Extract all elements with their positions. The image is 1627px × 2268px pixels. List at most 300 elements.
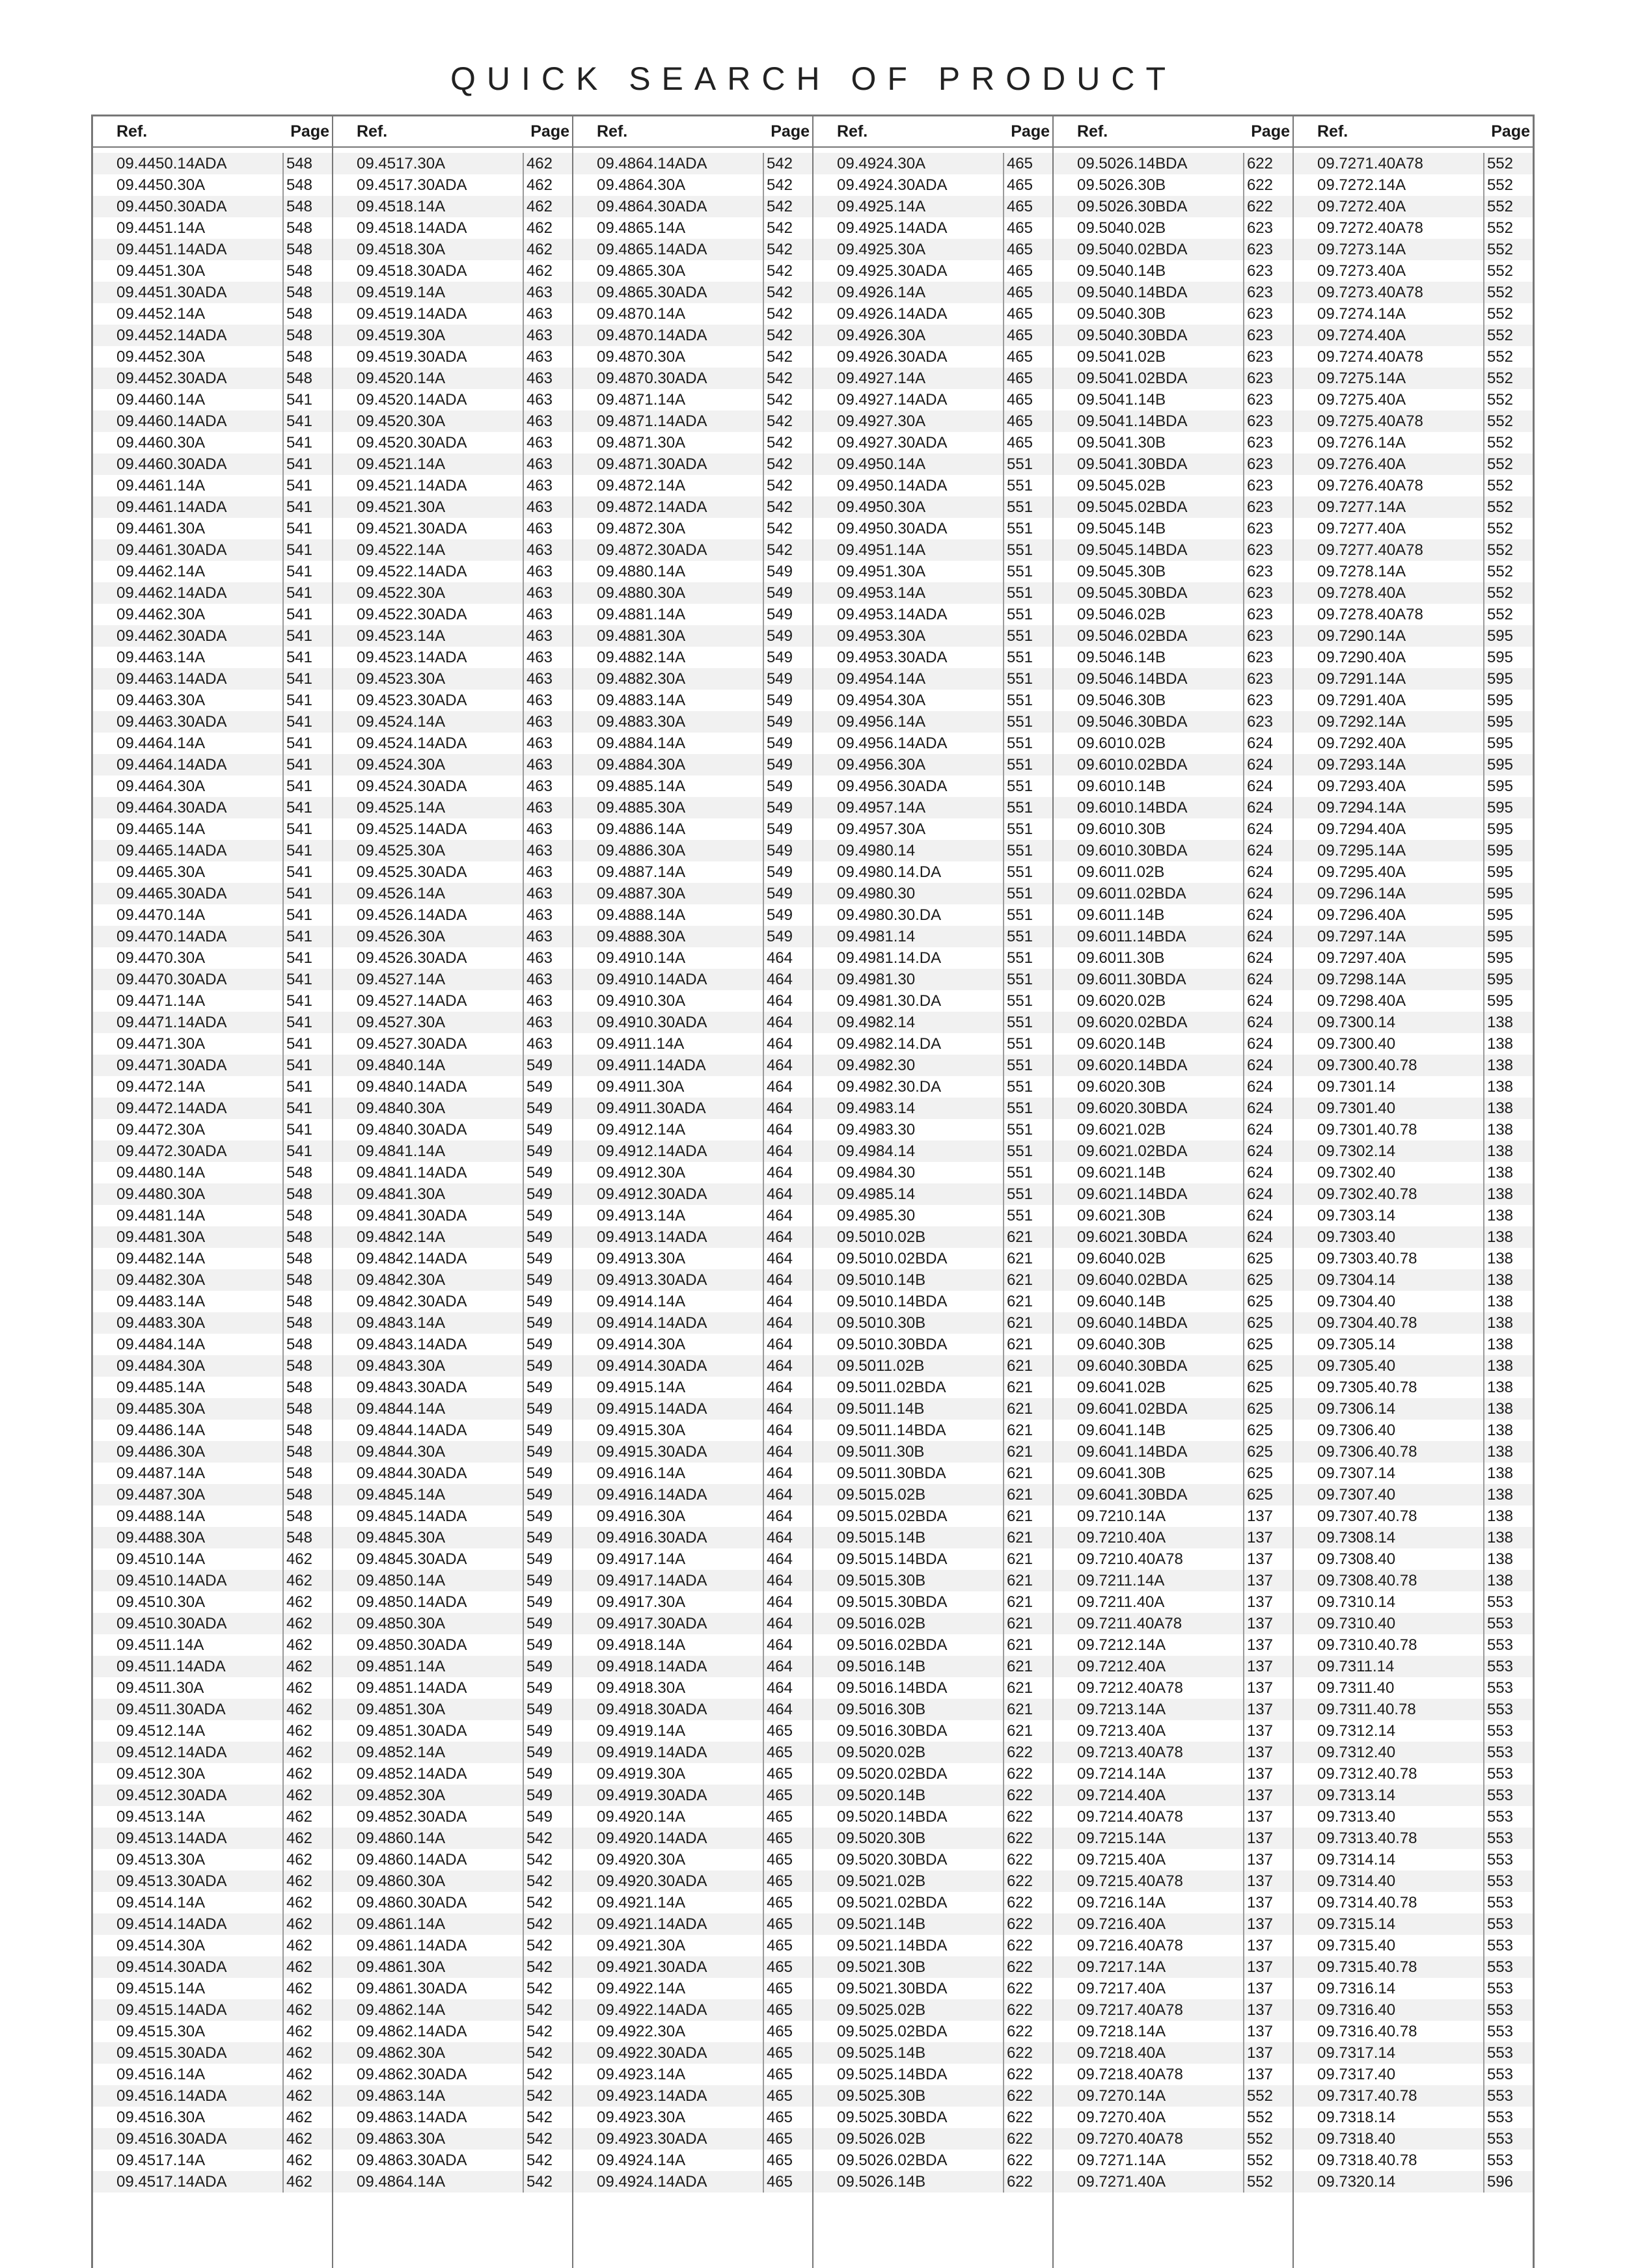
ref-cell: 09.4957.14A <box>837 798 926 817</box>
ref-cell: 09.7270.14A <box>1077 2086 1166 2105</box>
ref-cell: 09.7311.14 <box>1317 1657 1395 1675</box>
ref-cell: 09.7215.40A <box>1077 1850 1166 1869</box>
table-row <box>1054 1055 1292 1076</box>
page-cell: 551 <box>1003 582 1052 604</box>
page-cell: 551 <box>1003 733 1052 754</box>
page-cell: 542 <box>523 2171 572 2193</box>
table-row <box>573 776 812 797</box>
ref-cell: 09.6040.02B <box>1077 1249 1166 1267</box>
ref-cell: 09.4860.30ADA <box>357 1893 467 1911</box>
table-row <box>814 1441 1052 1463</box>
table-row <box>93 239 332 260</box>
page-header: Page <box>771 122 810 141</box>
table-row <box>573 282 812 303</box>
table-row <box>93 2171 332 2193</box>
table-row <box>333 432 572 453</box>
page-cell: 551 <box>1003 625 1052 647</box>
ref-cell: 09.4919.14ADA <box>597 1743 707 1761</box>
ref-cell: 09.4519.14A <box>357 283 446 301</box>
table-row <box>333 1291 572 1312</box>
ref-cell: 09.4450.14ADA <box>116 154 227 172</box>
table-row <box>333 969 572 990</box>
table-row <box>1054 625 1292 647</box>
ref-cell: 09.4523.14A <box>357 627 446 645</box>
ref-cell: 09.4865.30A <box>597 262 686 280</box>
ref-cell: 09.5041.30B <box>1077 433 1166 452</box>
ref-cell: 09.7307.40.78 <box>1317 1507 1417 1525</box>
ref-cell: 09.7305.40 <box>1317 1357 1396 1375</box>
page-cell: 541 <box>282 883 332 904</box>
table-row <box>1294 1312 1533 1334</box>
table-row <box>333 1870 572 1892</box>
page-cell: 462 <box>523 260 572 282</box>
table-row <box>1054 303 1292 325</box>
page-cell: 624 <box>1243 1098 1292 1119</box>
ref-header: Ref. <box>357 122 388 141</box>
ref-cell: 09.4484.30A <box>116 1357 206 1375</box>
table-row <box>93 776 332 797</box>
table-row <box>1294 1441 1533 1463</box>
page-cell: 552 <box>1483 496 1533 518</box>
ref-cell: 09.4513.14ADA <box>116 1829 227 1847</box>
ref-cell: 09.6011.30B <box>1077 949 1165 967</box>
ref-cell: 09.5016.02B <box>837 1614 926 1632</box>
page-cell: 138 <box>1483 1183 1533 1205</box>
ref-cell: 09.5010.30B <box>837 1314 926 1332</box>
ref-cell: 09.6041.02BDA <box>1077 1399 1188 1418</box>
table-row <box>814 196 1052 217</box>
ref-cell: 09.7272.40A <box>1317 197 1406 215</box>
page-cell: 623 <box>1243 260 1292 282</box>
page-cell: 621 <box>1003 1484 1052 1505</box>
table-row <box>333 818 572 840</box>
ref-cell: 09.4471.14ADA <box>116 1013 227 1031</box>
ref-cell: 09.4880.14A <box>597 562 686 580</box>
ref-cell: 09.4510.14A <box>116 1550 206 1568</box>
page-cell: 137 <box>1243 1742 1292 1763</box>
page-cell: 553 <box>1483 1677 1533 1699</box>
page-cell: 553 <box>1483 1634 1533 1656</box>
table-row <box>573 690 812 711</box>
page-cell: 624 <box>1243 947 1292 969</box>
table-row <box>1294 389 1533 411</box>
ref-cell: 09.5040.30BDA <box>1077 326 1188 344</box>
ref-cell: 09.4954.14A <box>837 669 926 688</box>
ref-cell: 09.6040.30B <box>1077 1335 1166 1353</box>
ref-cell: 09.4844.30ADA <box>357 1464 467 1482</box>
table-row <box>93 1870 332 1892</box>
page-cell: 623 <box>1243 346 1292 368</box>
table-row <box>1294 1742 1533 1763</box>
table-row <box>1294 1935 1533 1956</box>
page-cell: 462 <box>282 1806 332 1828</box>
page-cell: 553 <box>1483 2021 1533 2042</box>
table-row <box>573 518 812 539</box>
page-cell: 464 <box>763 1398 812 1420</box>
table-row <box>1054 282 1292 303</box>
ref-cell: 09.4915.30ADA <box>597 1442 707 1461</box>
table-row <box>573 926 812 947</box>
table-row <box>573 797 812 818</box>
ref-cell: 09.5041.30BDA <box>1077 455 1188 473</box>
page-cell: 622 <box>1003 1828 1052 1849</box>
page-cell: 551 <box>1003 797 1052 818</box>
page-cell: 624 <box>1243 1205 1292 1226</box>
page-cell: 622 <box>1003 1956 1052 1978</box>
page-cell: 623 <box>1243 282 1292 303</box>
page-cell: 552 <box>1483 282 1533 303</box>
table-row <box>573 1055 812 1076</box>
table-row <box>1294 518 1533 539</box>
table-row <box>333 1441 572 1463</box>
ref-cell: 09.5025.30B <box>837 2086 926 2105</box>
table-row <box>814 1935 1052 1956</box>
table-row <box>1054 1699 1292 1720</box>
table-row <box>93 1226 332 1248</box>
page-cell: 621 <box>1003 1355 1052 1377</box>
page-cell: 465 <box>763 1913 812 1935</box>
ref-cell: 09.5040.14B <box>1077 262 1166 280</box>
ref-cell: 09.4880.30A <box>597 584 686 602</box>
table-row <box>93 1956 332 1978</box>
ref-cell: 09.4916.30A <box>597 1507 686 1525</box>
table-row <box>1054 840 1292 861</box>
page-cell: 465 <box>1003 196 1052 217</box>
table-row <box>333 840 572 861</box>
ref-cell: 09.4461.30A <box>116 519 206 537</box>
ref-cell: 09.4523.30A <box>357 669 446 688</box>
table-row <box>814 453 1052 475</box>
page-cell: 549 <box>763 561 812 582</box>
ref-cell: 09.4460.30A <box>116 433 206 452</box>
table-row <box>93 1849 332 1870</box>
ref-cell: 09.7216.40A78 <box>1077 1936 1183 1954</box>
table-row <box>93 1334 332 1355</box>
ref-cell: 09.7272.40A78 <box>1317 219 1423 237</box>
table-row <box>333 1956 572 1978</box>
page-cell: 463 <box>523 926 572 947</box>
ref-cell: 09.7304.14 <box>1317 1271 1396 1289</box>
ref-cell: 09.7313.40.78 <box>1317 1829 1417 1847</box>
page-cell: 137 <box>1243 1570 1292 1591</box>
page-cell: 541 <box>282 1055 332 1076</box>
page-cell: 549 <box>763 883 812 904</box>
table-row <box>1294 1505 1533 1527</box>
table-row <box>814 1828 1052 1849</box>
table-row <box>814 1162 1052 1183</box>
table-row <box>573 1870 812 1892</box>
page-cell: 622 <box>1003 1935 1052 1956</box>
table-row <box>814 2042 1052 2064</box>
column-header <box>93 116 332 148</box>
table-row <box>1294 2107 1533 2128</box>
table-row <box>1054 668 1292 690</box>
page-cell: 462 <box>282 1699 332 1720</box>
ref-cell: 09.4518.14ADA <box>357 219 467 237</box>
ref-cell: 09.4464.14A <box>116 734 206 752</box>
table-row <box>814 1742 1052 1763</box>
page-cell: 137 <box>1243 2064 1292 2085</box>
ref-cell: 09.7216.14A <box>1077 1893 1166 1911</box>
page-cell: 549 <box>523 1420 572 1441</box>
table-row <box>333 690 572 711</box>
ref-cell: 09.4527.30ADA <box>357 1034 467 1053</box>
ref-cell: 09.4916.14A <box>597 1464 686 1482</box>
page-cell: 549 <box>523 1613 572 1634</box>
page-cell: 138 <box>1483 1420 1533 1441</box>
page-cell: 621 <box>1003 1548 1052 1570</box>
ref-cell: 09.4471.30ADA <box>116 1056 227 1074</box>
table-row <box>333 1312 572 1334</box>
table-row <box>333 1913 572 1935</box>
table-row <box>333 1098 572 1119</box>
ref-cell: 09.4461.14ADA <box>116 498 227 516</box>
page-cell: 463 <box>523 282 572 303</box>
page-cell: 138 <box>1483 1141 1533 1162</box>
ref-cell: 09.7310.14 <box>1317 1593 1396 1611</box>
table-row <box>1294 668 1533 690</box>
table-row <box>814 1098 1052 1119</box>
page-cell: 624 <box>1243 733 1292 754</box>
table-row <box>1054 153 1292 174</box>
table-row <box>1294 1355 1533 1377</box>
ref-cell: 09.4864.14A <box>357 2172 446 2191</box>
table-row <box>333 2107 572 2128</box>
table-row <box>1294 1269 1533 1291</box>
table-row <box>1294 711 1533 733</box>
page-cell: 625 <box>1243 1420 1292 1441</box>
table-row <box>93 1720 332 1742</box>
ref-cell: 09.7315.40 <box>1317 1936 1396 1954</box>
page-cell: 553 <box>1483 1892 1533 1913</box>
page-cell: 621 <box>1003 1505 1052 1527</box>
ref-cell: 09.4527.14A <box>357 970 446 988</box>
page-cell: 552 <box>1483 346 1533 368</box>
page-cell: 623 <box>1243 239 1292 260</box>
ref-cell: 09.4981.30.DA <box>837 992 942 1010</box>
page-cell: 137 <box>1243 1935 1292 1956</box>
ref-cell: 09.4843.30A <box>357 1357 446 1375</box>
table-row <box>1054 1291 1292 1312</box>
page-cell: 137 <box>1243 1677 1292 1699</box>
ref-cell: 09.7210.40A78 <box>1077 1550 1183 1568</box>
page-cell: 462 <box>523 174 572 196</box>
table-row <box>1294 1548 1533 1570</box>
page-cell: 549 <box>523 1634 572 1656</box>
page-cell: 541 <box>282 604 332 625</box>
page-cell: 552 <box>1243 2150 1292 2171</box>
table-row <box>333 733 572 754</box>
ref-cell: 09.7274.14A <box>1317 304 1406 323</box>
table-row <box>814 1055 1052 1076</box>
ref-cell: 09.4911.30A <box>597 1077 685 1096</box>
page-cell: 462 <box>282 1591 332 1613</box>
page-cell: 137 <box>1243 2042 1292 2064</box>
ref-cell: 09.4461.30ADA <box>116 541 227 559</box>
page-cell: 621 <box>1003 1720 1052 1742</box>
page-cell: 552 <box>1483 411 1533 432</box>
page-cell: 622 <box>1003 1849 1052 1870</box>
table-row <box>814 1527 1052 1548</box>
ref-cell: 09.7277.40A78 <box>1317 541 1423 559</box>
ref-cell: 09.4511.14A <box>116 1636 204 1654</box>
page-cell: 623 <box>1243 217 1292 239</box>
page-cell: 548 <box>282 1291 332 1312</box>
table-row <box>333 2042 572 2064</box>
table-row <box>333 1119 572 1141</box>
ref-cell: 09.7300.40 <box>1317 1034 1396 1053</box>
table-row <box>573 1806 812 1828</box>
page-cell: 623 <box>1243 582 1292 604</box>
page-cell: 464 <box>763 1334 812 1355</box>
table-row <box>573 1978 812 1999</box>
page-cell: 623 <box>1243 604 1292 625</box>
table-row <box>573 1892 812 1913</box>
table-row <box>93 1377 332 1398</box>
page-cell: 551 <box>1003 711 1052 733</box>
table-row <box>573 1484 812 1505</box>
ref-cell: 09.7297.40A <box>1317 949 1406 967</box>
ref-cell: 09.7276.40A <box>1317 455 1406 473</box>
ref-cell: 09.4912.30ADA <box>597 1185 707 1203</box>
page-cell: 551 <box>1003 840 1052 861</box>
ref-cell: 09.6011.02B <box>1077 863 1165 881</box>
ref-cell: 09.5015.30B <box>837 1571 926 1589</box>
table-row <box>1054 1463 1292 1484</box>
table-row <box>814 1591 1052 1613</box>
page-cell: 549 <box>763 754 812 776</box>
ref-cell: 09.4470.30A <box>116 949 206 967</box>
table-row <box>333 1892 572 1913</box>
page-cell: 552 <box>1243 2107 1292 2128</box>
page-cell: 549 <box>523 1076 572 1098</box>
page-cell: 624 <box>1243 818 1292 840</box>
ref-cell: 09.4919.30A <box>597 1764 686 1783</box>
page-cell: 463 <box>523 990 572 1012</box>
page-cell: 624 <box>1243 1141 1292 1162</box>
table-row <box>1054 217 1292 239</box>
table-row <box>93 904 332 926</box>
ref-cell: 09.7316.40 <box>1317 2001 1396 2019</box>
page-cell: 462 <box>282 1570 332 1591</box>
page-cell: 542 <box>523 1978 572 1999</box>
table-row <box>1054 797 1292 818</box>
page-cell: 541 <box>282 1141 332 1162</box>
ref-cell: 09.4520.14A <box>357 369 446 387</box>
ref-cell: 09.4984.30 <box>837 1163 916 1181</box>
page-cell: 541 <box>282 453 332 475</box>
table-row <box>814 1806 1052 1828</box>
table-row <box>1054 1398 1292 1420</box>
ref-cell: 09.7273.40A78 <box>1317 283 1423 301</box>
ref-cell: 09.4920.14ADA <box>597 1829 707 1847</box>
page-cell: 551 <box>1003 861 1052 883</box>
table-row <box>333 1505 572 1527</box>
table-row <box>93 1828 332 1849</box>
table-row <box>814 1548 1052 1570</box>
page-cell: 464 <box>763 1248 812 1269</box>
page-cell: 623 <box>1243 625 1292 647</box>
ref-cell: 09.4840.14A <box>357 1056 446 1074</box>
ref-cell: 09.4522.30ADA <box>357 605 467 623</box>
page-cell: 137 <box>1243 1828 1292 1849</box>
ref-cell: 09.4486.30A <box>116 1442 206 1461</box>
table-row <box>93 1999 332 2021</box>
table-row <box>573 1398 812 1420</box>
page-cell: 465 <box>1003 411 1052 432</box>
page-cell: 551 <box>1003 690 1052 711</box>
table-row <box>573 1291 812 1312</box>
page-cell: 553 <box>1483 1613 1533 1634</box>
table-row <box>573 389 812 411</box>
table-row <box>1294 1226 1533 1248</box>
table-row <box>1054 1012 1292 1033</box>
page-cell: 548 <box>282 196 332 217</box>
page-cell: 624 <box>1243 1076 1292 1098</box>
table-row <box>93 1119 332 1141</box>
table-row <box>93 1591 332 1613</box>
table-row <box>814 690 1052 711</box>
page-cell: 621 <box>1003 1441 1052 1463</box>
table-row <box>1294 1828 1533 1849</box>
ref-cell: 09.4982.30.DA <box>837 1077 942 1096</box>
table-row <box>1294 217 1533 239</box>
table-row <box>814 604 1052 625</box>
ref-cell: 09.6011.30BDA <box>1077 970 1186 988</box>
table-row <box>1054 1656 1292 1677</box>
page-cell: 541 <box>282 904 332 926</box>
page-cell: 621 <box>1003 1656 1052 1677</box>
ref-cell: 09.7213.14A <box>1077 1700 1166 1718</box>
page-cell: 463 <box>523 647 572 668</box>
page-cell: 548 <box>282 1205 332 1226</box>
ref-cell: 09.7303.40.78 <box>1317 1249 1417 1267</box>
table-row <box>814 1420 1052 1441</box>
ref-cell: 09.4883.30A <box>597 712 686 731</box>
page-cell: 551 <box>1003 561 1052 582</box>
page-cell: 465 <box>1003 368 1052 389</box>
ref-cell: 09.4841.30A <box>357 1185 446 1203</box>
page-cell: 464 <box>763 1205 812 1226</box>
page-cell: 549 <box>523 1398 572 1420</box>
table-row <box>573 1162 812 1183</box>
ref-cell: 09.5026.14BDA <box>1077 154 1188 172</box>
ref-cell: 09.4841.14A <box>357 1142 446 1160</box>
table-row <box>1054 818 1292 840</box>
ref-cell: 09.4488.30A <box>116 1528 206 1546</box>
ref-cell: 09.6020.02BDA <box>1077 1013 1188 1031</box>
ref-cell: 09.7295.40A <box>1317 863 1406 881</box>
page-cell: 463 <box>523 969 572 990</box>
ref-cell: 09.4518.14A <box>357 197 446 215</box>
ref-cell: 09.5020.14BDA <box>837 1807 948 1826</box>
table-row <box>814 2128 1052 2150</box>
page-cell: 542 <box>523 1956 572 1978</box>
page-cell: 464 <box>763 1312 812 1334</box>
table-row <box>573 2085 812 2107</box>
ref-cell: 09.7212.40A78 <box>1077 1679 1183 1697</box>
ref-cell: 09.4512.14A <box>116 1721 206 1740</box>
ref-cell: 09.5046.14BDA <box>1077 669 1188 688</box>
table-row <box>814 776 1052 797</box>
page-cell: 138 <box>1483 1269 1533 1291</box>
page-cell: 542 <box>763 346 812 368</box>
table-row <box>573 969 812 990</box>
table-row <box>93 1183 332 1205</box>
table-row <box>333 453 572 475</box>
page-cell: 465 <box>763 2021 812 2042</box>
table-row <box>333 1978 572 1999</box>
